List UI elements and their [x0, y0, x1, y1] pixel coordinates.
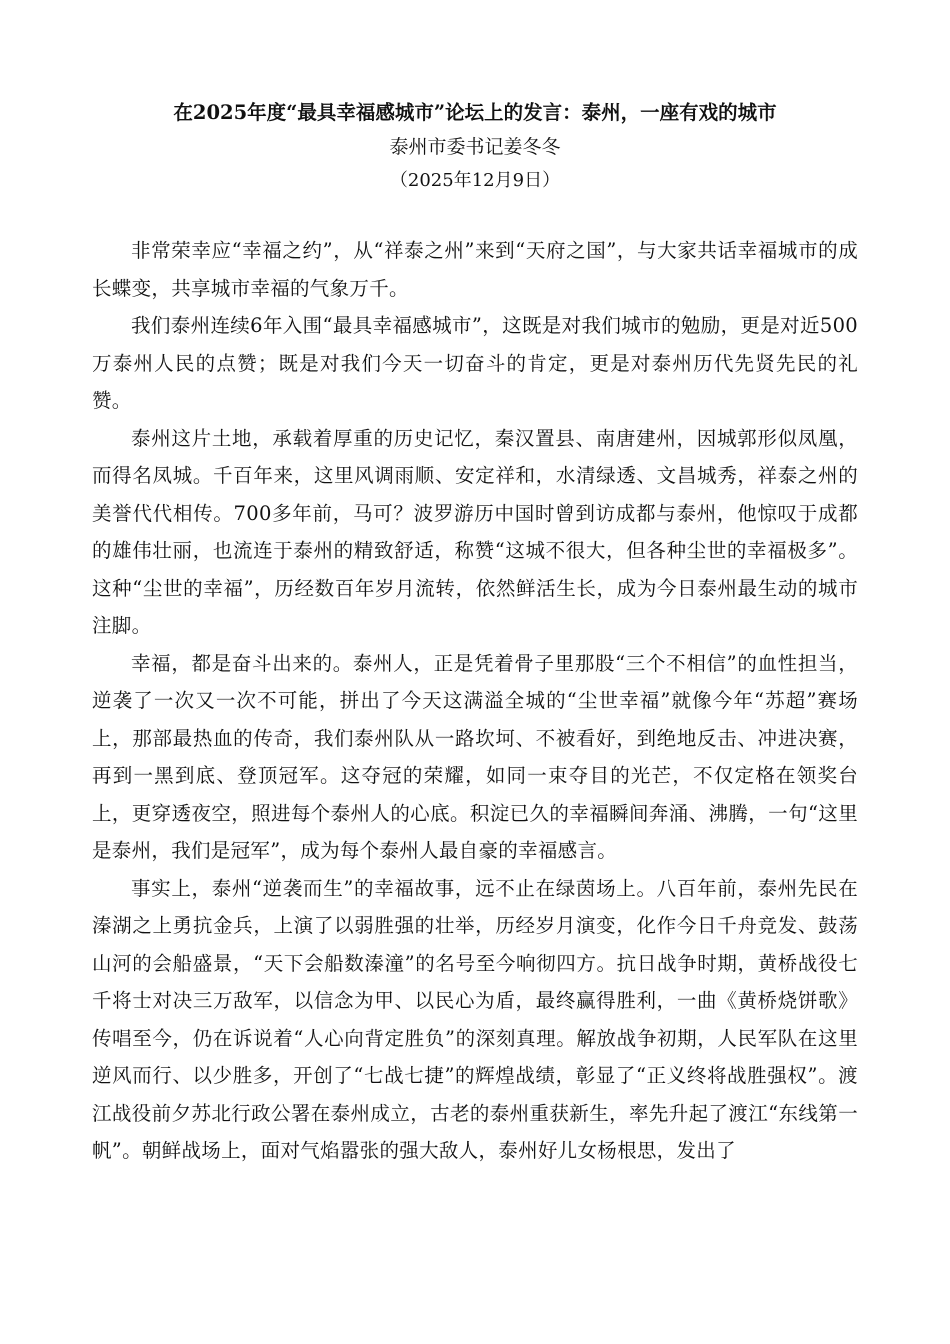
- date-line: （2025年12月9日）: [389, 170, 561, 191]
- document-title: 在2025年度“最具幸福感城市”论坛上的发言：泰州，一座有戏的城市: [173, 101, 777, 124]
- paragraph-2: 我们泰州连续6年入围“最具幸福感城市”，这既是对我们城市的勉励，更是对近500万泰州人民的点赞；既是对我们今天一切奋斗的肯定，更是对泰州历代先贤先民的礼赞。: [92, 314, 858, 412]
- author-line: 泰州市委书记姜冬冬: [389, 136, 561, 158]
- paragraph-1: 非常荣幸应“幸福之约”，从“祥泰之州”来到“天府之国”，与大家共话幸福城市的成长蝶变，共享城市幸福的气象万千。: [92, 239, 858, 300]
- paragraph-4: 幸福，都是奋斗出来的。泰州人，正是凭着骨子里那股“三个不相信”的血性担当，逆袭了一次又一次不可能，拼出了今天这满溢全城的“尘世幸福”就像今年“苏超”赛场上，那部最热血的传奇，我们泰州队从一路坎坷、不被看好，到绝地反击、冲进决赛，再到一黑到底、登顶冠军。这夺冠的荣耀，如同一束夺目的光芒，不仅定格在领奖台上，更穿透夜空，照进每个泰州人的心底。积淀已久的幸福瞬间奔涌、沸腾，一句“这里是泰州，我们是冠军”，成为每个泰州人最自豪的幸福感言。: [92, 651, 858, 862]
- paragraph-3: 泰州这片土地，承载着厚重的历史记忆，秦汉置县、南唐建州，因城郭形似凤凰，而得名凤城。千百年来，这里风调雨顺、安定祥和，水清绿透、文昌城秀，祥泰之州的美誉代代相传。700多年前，马可？波罗游历中国时曾到访成都与泰州，他惊叹于成都的雄伟壮丽，也流连于泰州的精致舒适，称赞“这城不很大，但各种尘世的幸福极多”。这种“尘世的幸福”，历经数百年岁月流转，依然鲜活生长，成为今日泰州最生动的城市注脚。: [92, 426, 858, 637]
- paragraph-5: 事实上，泰州“逆袭而生”的幸福故事，远不止在绿茵场上。八百年前，泰州先民在溱湖之上勇抗金兵，上演了以弱胜强的壮举，历经岁月演变，化作今日千舟竞发、鼓荡山河的会船盛景，“天下会船数溱潼”的名号至今响彻四方。抗日战争时期，黄桥战役七千将士对决三万敌军，以信念为甲、以民心为盾，最终赢得胜利，一曲《黄桥烧饼歌》传唱至今，仍在诉说着“人心向背定胜负”的深刻真理。解放战争初期，人民军队在这里逆风而行、以少胜多，开创了“七战七捷”的辉煌战绩，彰显了“正义终将战胜强权”。渡江战役前夕苏北行政公署在泰州成立，古老的泰州重获新生，率先升起了渡江“东线第一帆”。朝鲜战场上，面对气焰嚣张的强大敌人，泰州好儿女杨根思，发出了: [92, 876, 858, 1162]
- document-page: [92, 96, 858, 1170]
